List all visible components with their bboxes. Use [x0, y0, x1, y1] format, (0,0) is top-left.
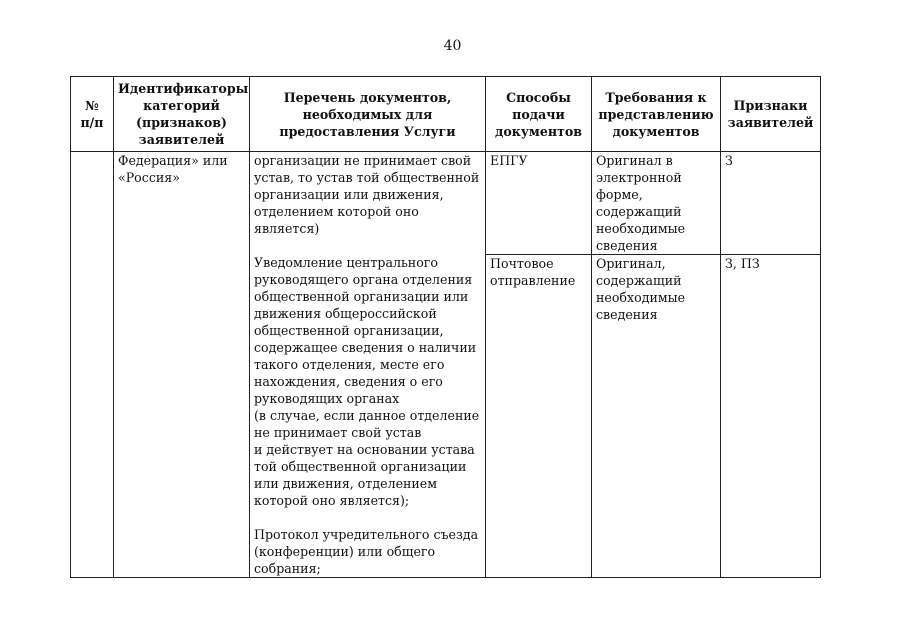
header-methods: Способы подачи документов	[486, 77, 592, 152]
documents-table	[70, 76, 821, 578]
cell-num	[71, 152, 114, 578]
identifier-text: Федерация» или «Россия»	[118, 153, 228, 185]
documents-block-1: организации не принимает свой устав, то устав той общественной организации или движения, отделением которой оно является)	[254, 153, 480, 236]
cell-documents	[250, 152, 486, 578]
cell-requirement: Оригинал, содержащий необходимые сведения	[592, 255, 721, 578]
header-requirements: Требования к представлению документов	[592, 77, 721, 152]
cell-method: Почтовое отправление	[486, 255, 592, 578]
header-identifiers: Идентификаторы категорий (признаков) заявителей	[114, 77, 250, 152]
cell-sign: З	[721, 152, 821, 255]
cell-requirement: Оригинал в электронной форме, содержащий необходимые сведения	[592, 152, 721, 255]
page-number: 40	[443, 38, 462, 54]
cell-method: ЕПГУ	[486, 152, 592, 255]
documents-block-3: Протокол учредительного съезда (конференции) или общего собрания;	[254, 527, 479, 576]
cell-identifiers	[114, 152, 250, 578]
table-header-row	[71, 77, 821, 152]
header-documents: Перечень документов, необходимых для предоставления Услуги	[250, 77, 486, 152]
header-num: № п/п	[71, 77, 114, 152]
documents-block-2: Уведомление центрального руководящего органа отделения общественной организации или движения общероссийской общественной организации, содержащее сведения о наличии такого отделения, месте его нахождения, сведения о его руководящих органах (в случае, если данное отделение не принимает свой устав и действует на основании устава той общественной организации или движения, отделением которой оно является);	[254, 255, 480, 508]
cell-sign: З, ПЗ	[721, 255, 821, 578]
table-row	[71, 152, 821, 255]
header-signs: Признаки заявителей	[721, 77, 821, 152]
